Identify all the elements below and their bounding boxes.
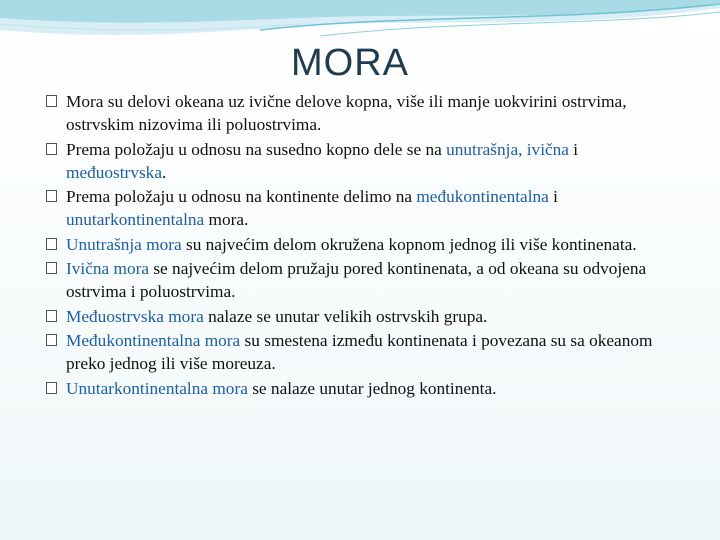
list-item [46, 305, 676, 328]
list-item [46, 329, 676, 375]
highlight-term: Međuostrvska mora [66, 306, 204, 326]
bullet-box-icon [46, 334, 57, 346]
bullet-text: se nalaze unutar jednog kontinenta. [247, 378, 497, 398]
bullet-text: su najvećim delom okružena kopnom jednog ili više kontinenata. [181, 234, 637, 254]
highlight-term: Unutarkontinentalna mora [66, 378, 248, 398]
bullet-box-icon [46, 238, 57, 250]
bullet-box-icon [46, 262, 57, 274]
bullet-box-icon [46, 95, 57, 107]
bullet-text: nalaze se unutar velikih ostrvskih grupa. [203, 306, 488, 326]
highlight-term: Unutrašnja mora [66, 234, 182, 254]
bullet-box-icon [46, 382, 57, 394]
bullet-text: se najvećim delom pružaju pored kontinenata, a od okeana su odvojena ostrvima i poluostrvima. [66, 259, 647, 301]
highlight-term: međuostrvska [66, 162, 162, 182]
list-item [46, 185, 676, 231]
bullet-text: Mora su delovi okeana uz ivične delove kopna, više ili manje uokvirini ostrvima, ostrvskim nizovima ili poluostrvima. [66, 92, 627, 134]
bullet-text: i [548, 187, 558, 206]
highlight-term: Međukontinentalna mora [66, 331, 241, 350]
bullet-text: . [162, 162, 167, 182]
highlight-term: Ivična mora [66, 259, 150, 278]
bullet-text: mora. [204, 210, 249, 229]
list-item [46, 377, 676, 400]
list-item [46, 257, 676, 303]
highlight-term: međukontinentalna [416, 187, 549, 206]
list-item [46, 233, 676, 256]
bullet-box-icon [46, 190, 57, 202]
bullet-text: i [568, 139, 579, 159]
bullet-text: su smestena između kontinenata i povezana su sa okeanom preko jednog ili više moreuza. [66, 331, 653, 373]
bullet-list [46, 90, 676, 401]
list-item [46, 90, 676, 136]
slide-title: MORA [291, 42, 409, 84]
bullet-box-icon [46, 310, 57, 322]
bullet-box-icon [46, 143, 57, 155]
highlight-term: unutrašnja, ivična [446, 139, 569, 159]
list-item [46, 138, 676, 184]
bullet-text: Prema položaju u odnosu na susedno kopno dele se na [66, 139, 447, 159]
highlight-term: unutarkontinentalna [66, 210, 205, 229]
bullet-text: Prema položaju u odnosu na kontinente delimo na [66, 187, 417, 206]
